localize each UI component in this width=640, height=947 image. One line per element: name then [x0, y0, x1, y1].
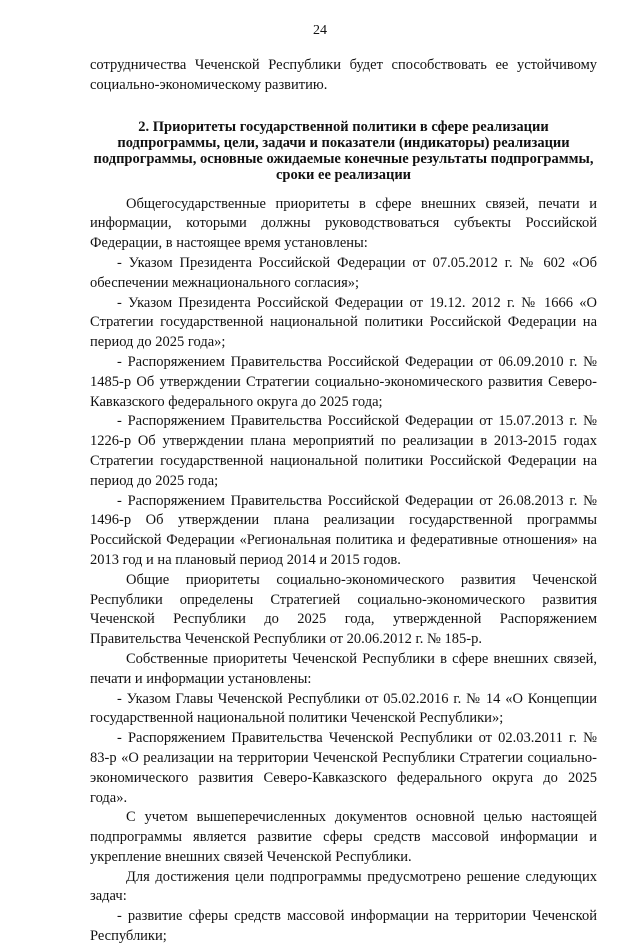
paragraph-priorities-intro: Общегосударственные приоритеты в сфере внешних связей, печати и информации, которыми должны руководствоваться субъекты Российской Федерации, в настоящее время установлены:: [90, 195, 597, 252]
list-item-order-1496: - Распоряжением Правительства Российской Федерации от 26.08.2013 г. № 1496-р Об утверждении плана реализации государственной программы Российской Федерации «Региональная политика и федеративные отношения» на 2013 год и на плановый период 2014 и 2015 годов.: [90, 492, 597, 568]
list-item-order-83: - Распоряжением Правительства Чеченской Республики от 02.03.2011 г. № 83-р «О реализации на территории Чеченской Республики Стратегии социально-экономического развития Северо-Кавказского федерального округа до 2025 года».: [90, 730, 597, 806]
page-number: 24: [313, 23, 327, 38]
paragraph-tasks-intro: Для достижения цели подпрограммы предусмотрено решение следующих задач:: [90, 868, 597, 905]
paragraph-main-goal: С учетом вышеперечисленных документов основной целью настоящей подпрограммы является развитие сферы средств массовой информации и укрепление внешних связей Чеченской Республики.: [90, 809, 597, 865]
list-item-decree-602: - Указом Президента Российской Федерации от 07.05.2012 г. № 602 «Об обеспечении межнационального согласия»;: [90, 254, 597, 291]
list-item-task-media: - развитие сферы средств массовой информации на территории Чеченской Республики;: [90, 908, 597, 945]
section-heading: 2. Приоритеты государственной политики в сфере реализации подпрограммы, цели, задачи и показатели (индикаторы) реализации подпрограммы, основные ожидаемые конечные результаты подпрограммы, сроки ее реализации: [93, 118, 594, 183]
intro-paragraph: сотрудничества Чеченской Республики будет способствовать ее устойчивому социально-экономическому развитию.: [90, 57, 597, 93]
paragraph-general-priorities: Общие приоритеты социально-экономического развития Чеченской Республики определены Стратегией социально-экономического развития Чеченской Республики до 2025 года, утвержденной Распоряжением Правительства Чеченской Республики от 20.06.2012 г. № 185-р.: [90, 571, 597, 648]
list-item-decree-14: - Указом Главы Чеченской Республики от 05.02.2016 г. № 14 «О Концепции государственной национальной политики Чеченской Республики»;: [90, 690, 597, 727]
paragraph-own-priorities: Собственные приоритеты Чеченской Республики в сфере внешних связей, печати и информации установлены:: [90, 650, 597, 687]
list-item-order-1485: - Распоряжением Правительства Российской Федерации от 06.09.2010 г. № 1485-р Об утверждении Стратегии социально-экономического развития Северо-Кавказского федерального округа до 2025 года;: [90, 353, 597, 410]
list-item-decree-1666: - Указом Президента Российской Федерации от 19.12. 2012 г. № 1666 «О Стратегии государственной национальной политики Российской Федерации на период до 2025 года»;: [90, 294, 597, 351]
document-body: [90, 56, 597, 947]
list-item-order-1226: - Распоряжением Правительства Российской Федерации от 15.07.2013 г. № 1226-р Об утверждении плана мероприятий по реализации в 2013-2015 годах Стратегии государственной национальной политики Российской Федерации на период до 2025 года;: [90, 413, 597, 489]
